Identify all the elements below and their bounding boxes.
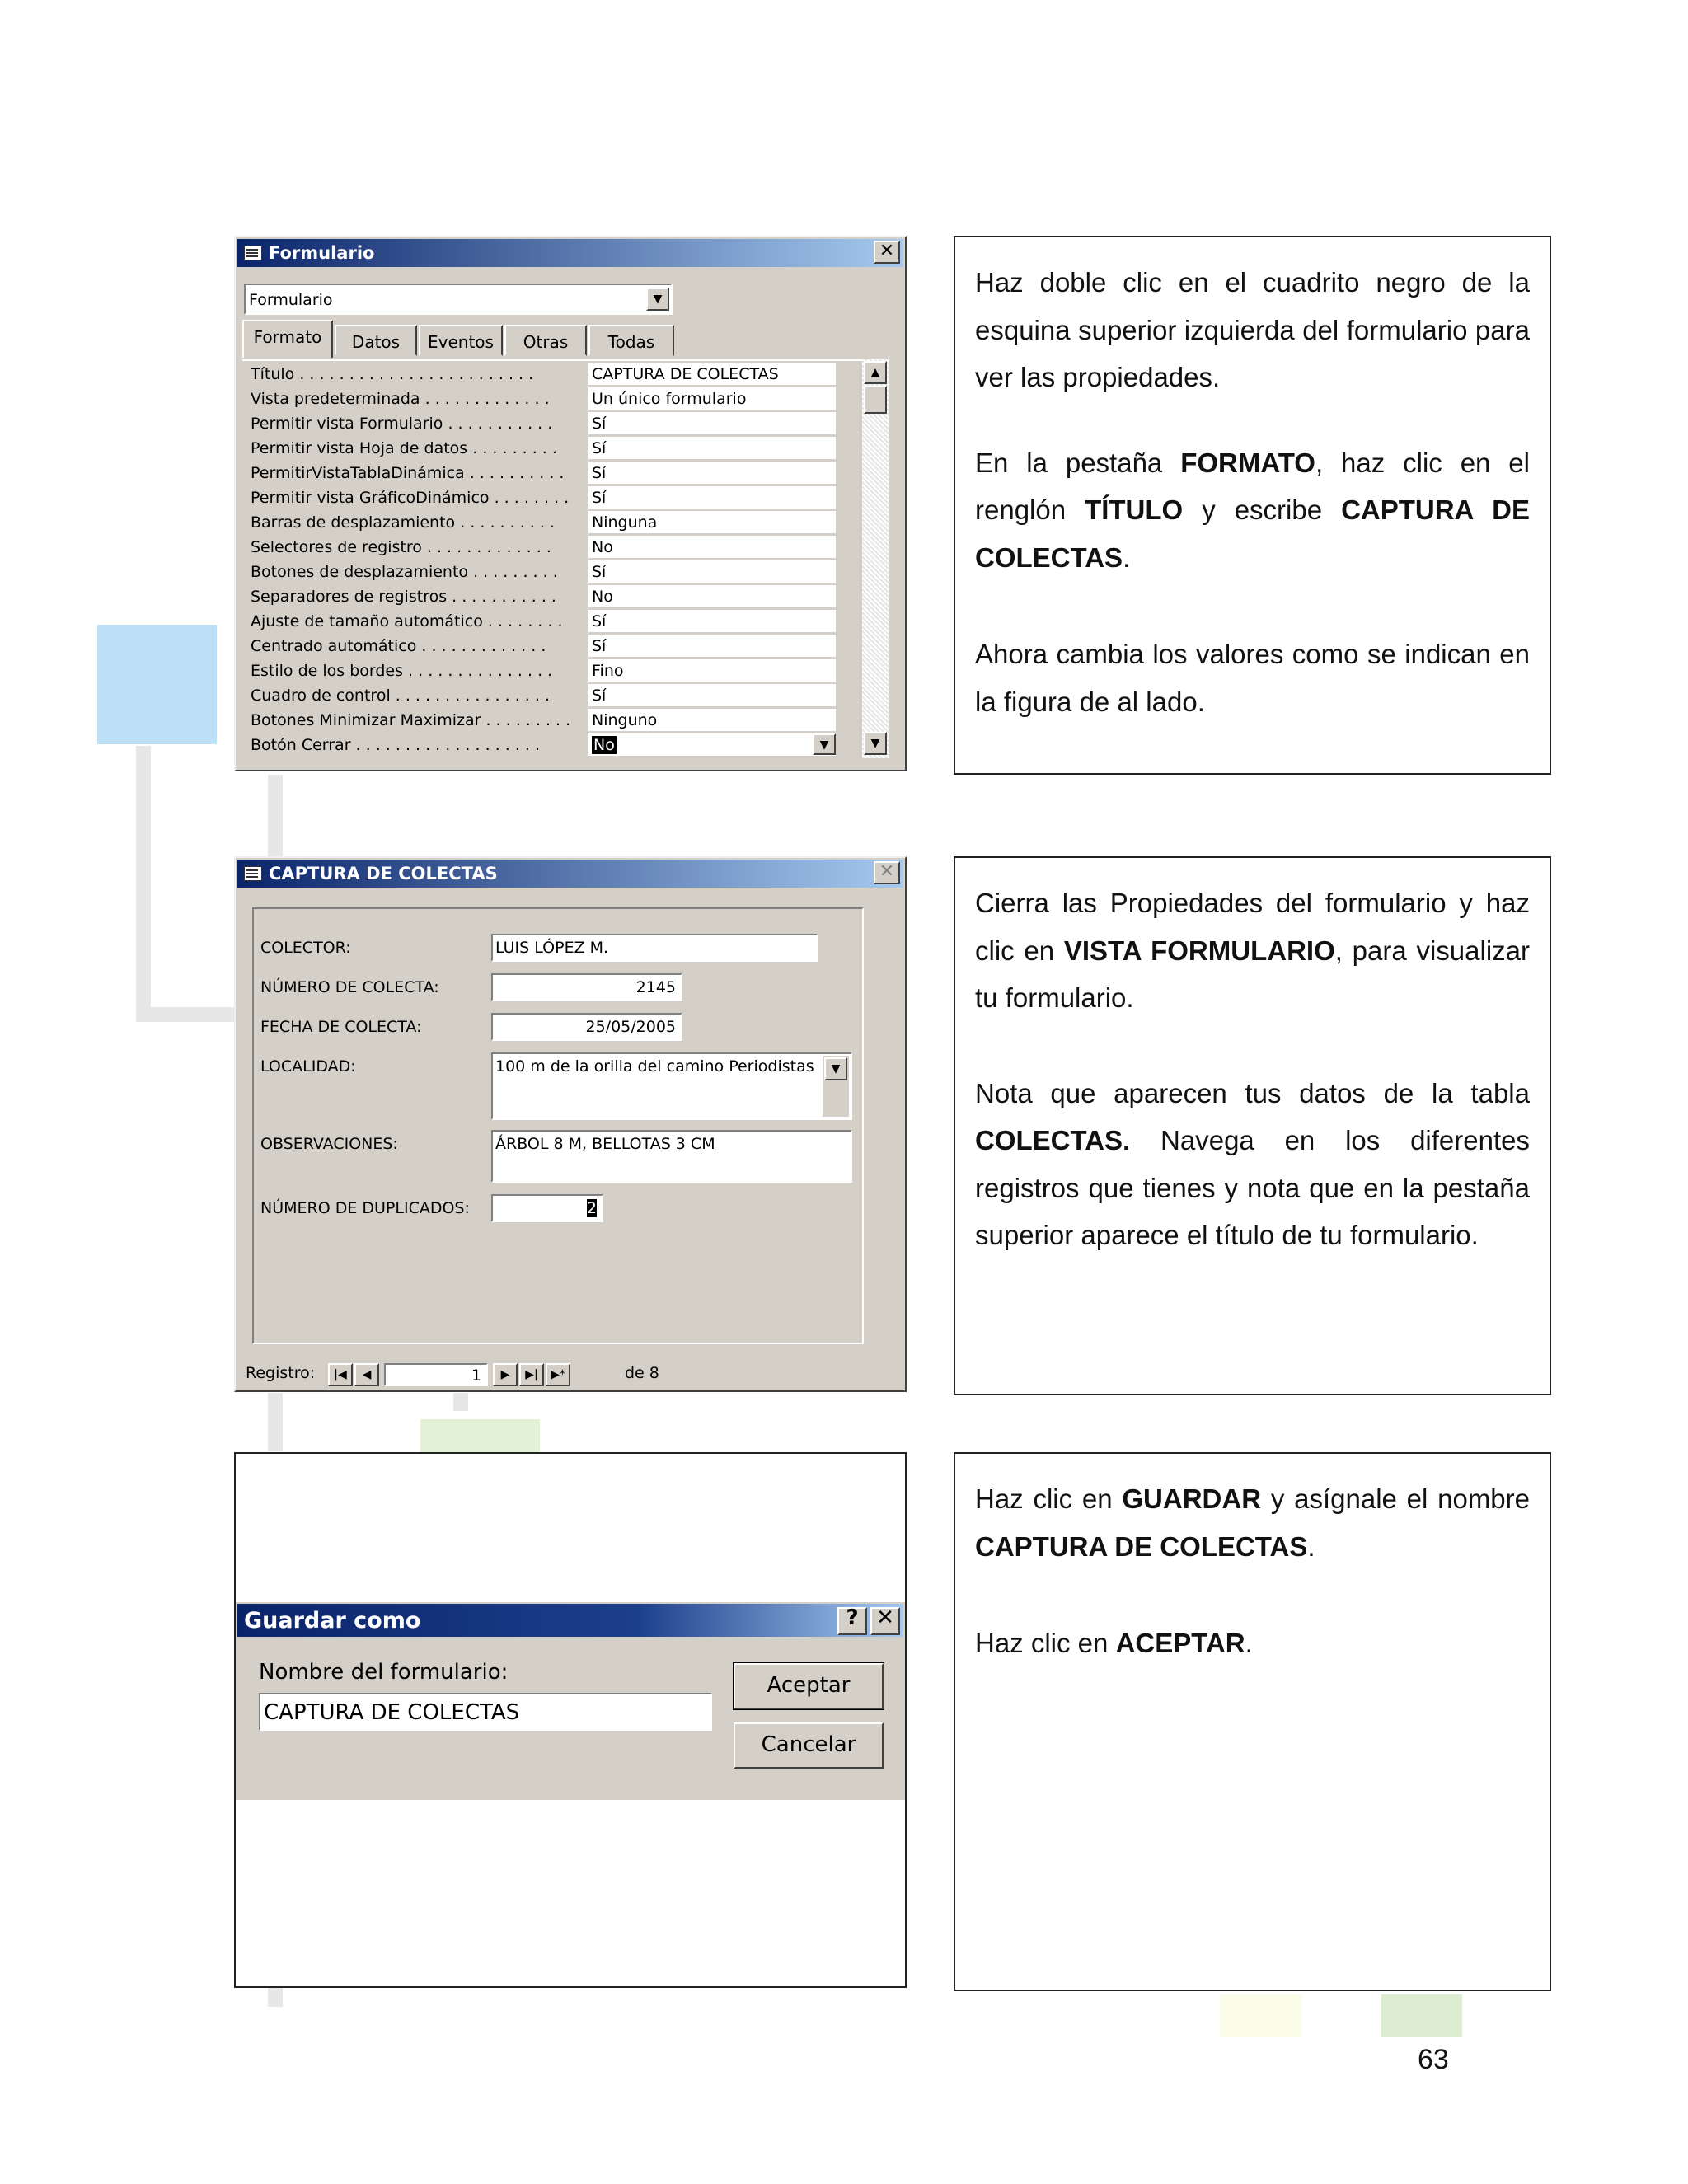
number-label: NÚMERO DE COLECTA:	[260, 978, 439, 996]
date-label: FECHA DE COLECTA:	[260, 1018, 422, 1036]
duplicates-field[interactable]: 2	[491, 1194, 603, 1222]
instruction-paragraph: Ahora cambia los valores como se indican en la figura de al lado.	[975, 639, 1530, 717]
properties-titlebar	[237, 239, 903, 267]
decorative-line	[268, 1393, 283, 1451]
object-select-value: Formulario	[249, 291, 333, 309]
page-number: 63	[1418, 2044, 1449, 2075]
instruction-paragraph: Nota que aparecen tus datos de la tabla COLECTAS. Navega en los diferentes registros que tienes y nota que en la pestaña superior aparece el título de tu formulario.	[975, 1077, 1530, 1250]
save-as-title: Guardar como	[244, 1607, 421, 1633]
form-name-label: Nombre del formulario:	[259, 1660, 509, 1685]
property-row[interactable]: Vista predeterminada . . . . . . . . . . . . . Un único formulario	[242, 387, 836, 412]
property-row[interactable]: Estilo de los bordes . . . . . . . . . . . . . . . Fino	[242, 659, 836, 684]
collector-field[interactable]: LUIS LÓPEZ M.	[491, 934, 818, 962]
form-titlebar	[237, 860, 903, 888]
form-icon	[244, 866, 262, 881]
property-row[interactable]: Selectores de registro . . . . . . . . . . . . . No	[242, 536, 836, 560]
tab-datos[interactable]: Datos	[335, 325, 417, 356]
decorative-blue-square	[97, 625, 217, 744]
chevron-down-icon[interactable]: ▼	[646, 288, 669, 311]
instruction-paragraph: Haz clic en GUARDAR y asígnale el nombre CAPTURA DE COLECTAS.	[975, 1483, 1531, 1562]
property-row[interactable]: Separadores de registros . . . . . . . . . . . No	[242, 585, 836, 610]
property-row[interactable]: Barras de desplazamiento . . . . . . . . . . Ninguna	[242, 511, 836, 536]
accept-button[interactable]: Aceptar	[734, 1663, 884, 1709]
close-button[interactable]: ✕	[870, 1607, 900, 1635]
save-as-titlebar	[237, 1604, 903, 1637]
tab-todas[interactable]: Todas	[588, 325, 674, 356]
close-button[interactable]: ✕	[874, 861, 900, 884]
locality-field[interactable]: 100 m de la orilla del camino Periodistas ▼	[491, 1052, 852, 1120]
property-row[interactable]: Permitir vista Formulario . . . . . . . . . . . Sí	[242, 412, 836, 437]
prev-record-icon[interactable]: ◀	[354, 1363, 379, 1386]
last-record-icon[interactable]: ▶|	[519, 1363, 544, 1386]
property-row[interactable]: PermitirVistaTablaDinámica . . . . . . . . . . Sí	[242, 462, 836, 486]
property-row[interactable]: Cuadro de control . . . . . . . . . . . . . . . . Sí	[242, 684, 836, 709]
duplicates-label: NÚMERO DE DUPLICADOS:	[260, 1199, 470, 1217]
chevron-down-icon[interactable]: ▼	[813, 733, 836, 755]
next-record-icon[interactable]: ▶	[493, 1363, 518, 1386]
decorative-line	[453, 1393, 468, 1411]
vertical-scrollbar[interactable]	[862, 359, 889, 758]
scroll-down-icon[interactable]: ▼	[864, 732, 887, 755]
scroll-thumb[interactable]	[864, 386, 887, 414]
help-icon[interactable]: ?	[837, 1607, 867, 1635]
tab-formato[interactable]: Formato	[242, 320, 333, 358]
chevron-down-icon[interactable]: ▼	[824, 1057, 847, 1080]
instruction-paragraph: Cierra las Propiedades del formulario y haz clic en VISTA FORMULARIO, para visualizar tu formulario.	[975, 888, 1530, 1013]
form-icon	[244, 246, 262, 260]
selected-value: No	[593, 736, 615, 754]
record-number-field[interactable]: 1	[384, 1363, 488, 1386]
collector-label: COLECTOR:	[260, 939, 351, 957]
properties-title: Formulario	[269, 243, 375, 263]
decorative-line	[136, 1007, 235, 1022]
form-window	[234, 856, 907, 1392]
cancel-button[interactable]: Cancelar	[734, 1722, 884, 1769]
properties-dialog	[234, 236, 907, 771]
property-row[interactable]: Permitir vista Hoja de datos . . . . . . . . . Sí	[242, 437, 836, 462]
property-row[interactable]: Título . . . . . . . . . . . . . . . . . . . . . . . . CAPTURA DE COLECTAS	[242, 363, 836, 387]
property-row[interactable]: Ajuste de tamaño automático . . . . . . . . Sí	[242, 610, 836, 635]
instruction-box-3	[954, 1452, 1551, 1991]
tab-eventos[interactable]: Eventos	[419, 325, 503, 356]
property-row[interactable]: Botones de desplazamiento . . . . . . . . . Sí	[242, 560, 836, 585]
property-row-selected[interactable]: Botón Cerrar . . . . . . . . . . . . . . . . . . . No ▼	[242, 733, 836, 758]
decorative-green-square	[420, 1419, 540, 1452]
notes-field[interactable]: ÁRBOL 8 M, BELLOTAS 3 CM	[491, 1130, 852, 1183]
property-row[interactable]: Centrado automático . . . . . . . . . . . . . Sí	[242, 635, 836, 659]
date-field[interactable]: 25/05/2005	[491, 1013, 682, 1041]
form-detail-area	[252, 907, 864, 1344]
instruction-paragraph: En la pestaña FORMATO, haz clic en el renglón TÍTULO y escribe CAPTURA DE COLECTAS.	[975, 447, 1530, 573]
number-field[interactable]: 2145	[491, 973, 682, 1001]
record-nav-label: Registro:	[246, 1364, 316, 1382]
property-list	[242, 359, 862, 760]
instruction-paragraph: Haz doble clic en el cuadrito negro de la esquina superior izquierda del formulario para ver las propiedades.	[975, 267, 1530, 392]
property-row[interactable]: Permitir vista GráficoDinámico . . . . . . . . Sí	[242, 486, 836, 511]
first-record-icon[interactable]: |◀	[328, 1363, 353, 1386]
scroll-up-icon[interactable]: ▲	[864, 361, 887, 384]
form-title: CAPTURA DE COLECTAS	[269, 864, 498, 883]
close-button[interactable]: ✕	[874, 241, 900, 264]
property-row[interactable]: Botones Minimizar Maximizar . . . . . . . . . Ninguno	[242, 709, 836, 733]
instruction-box-2	[954, 856, 1551, 1395]
locality-scrollbar[interactable]	[823, 1056, 849, 1117]
decorative-yellow-square	[1220, 1994, 1302, 2037]
form-name-input[interactable]: CAPTURA DE COLECTAS	[259, 1693, 712, 1731]
new-record-icon[interactable]: ▶*	[546, 1363, 570, 1386]
locality-label: LOCALIDAD:	[260, 1057, 356, 1076]
record-nav-of: de 8	[625, 1364, 659, 1382]
tab-otras[interactable]: Otras	[504, 325, 587, 356]
save-dialog-frame	[234, 1452, 907, 1988]
instruction-box-1	[954, 236, 1551, 775]
object-select[interactable]	[244, 284, 673, 315]
decorative-line	[136, 746, 151, 1022]
instruction-paragraph: Haz clic en ACEPTAR.	[975, 1628, 1253, 1658]
decorative-line	[268, 775, 283, 857]
notes-label: OBSERVACIONES:	[260, 1135, 398, 1153]
decorative-green-square	[1381, 1994, 1462, 2037]
save-as-dialog	[236, 1602, 905, 1800]
